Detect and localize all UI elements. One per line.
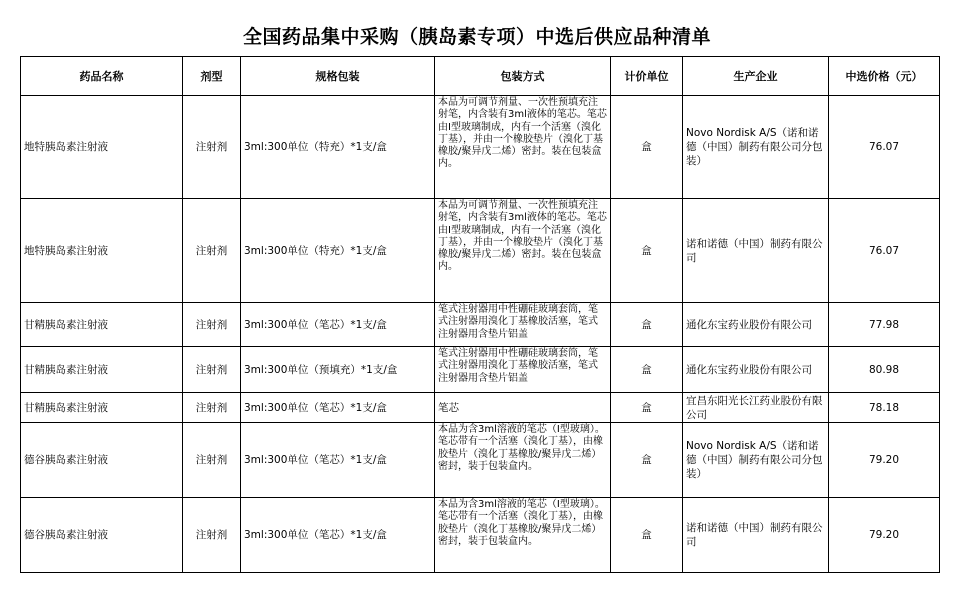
cell-manufacturer: 通化东宝药业股份有限公司 bbox=[683, 303, 829, 347]
cell-packing: 笔芯 bbox=[435, 393, 611, 423]
header-drug-name: 药品名称 bbox=[21, 57, 183, 96]
cell-unit: 盒 bbox=[611, 393, 683, 423]
header-row bbox=[21, 57, 940, 96]
cell-price: 76.07 bbox=[829, 96, 940, 199]
cell-packing: 笔式注射器用中性硼硅玻璃套筒，笔式注射器用溴化丁基橡胶活塞，笔式注射器用含垫片铝盖 bbox=[435, 347, 611, 393]
cell-spec: 3ml:300单位（特充）*1支/盒 bbox=[241, 199, 435, 303]
cell-dosage-form: 注射剂 bbox=[183, 199, 241, 303]
cell-spec: 3ml:300单位（笔芯）*1支/盒 bbox=[241, 303, 435, 347]
cell-unit: 盒 bbox=[611, 199, 683, 303]
supply-list-table bbox=[20, 56, 940, 573]
cell-dosage-form: 注射剂 bbox=[183, 423, 241, 498]
cell-dosage-form: 注射剂 bbox=[183, 393, 241, 423]
table-row bbox=[21, 199, 940, 303]
cell-price: 76.07 bbox=[829, 199, 940, 303]
table-row bbox=[21, 393, 940, 423]
header-packing: 包装方式 bbox=[435, 57, 611, 96]
cell-packing: 本品为含3ml溶液的笔芯（I型玻璃）。笔芯带有一个活塞（溴化丁基），由橡胶垫片（溴化丁基橡胶/聚异戊二烯）密封，装于包装盒内。 bbox=[435, 423, 611, 498]
cell-dosage-form: 注射剂 bbox=[183, 303, 241, 347]
cell-dosage-form: 注射剂 bbox=[183, 347, 241, 393]
cell-drug-name: 甘精胰岛素注射液 bbox=[21, 347, 183, 393]
cell-packing: 本品为含3ml溶液的笔芯（I型玻璃）。笔芯带有一个活塞（溴化丁基），由橡胶垫片（溴化丁基橡胶/聚异戊二烯）密封，装于包装盒内。 bbox=[435, 498, 611, 573]
cell-drug-name: 甘精胰岛素注射液 bbox=[21, 393, 183, 423]
header-price: 中选价格（元） bbox=[829, 57, 940, 96]
header-dosage-form: 剂型 bbox=[183, 57, 241, 96]
table-row bbox=[21, 423, 940, 498]
cell-spec: 3ml:300单位（预填充）*1支/盒 bbox=[241, 347, 435, 393]
cell-drug-name: 德谷胰岛素注射液 bbox=[21, 498, 183, 573]
cell-packing: 本品为可调节剂量、一次性预填充注射笔，内含装有3ml液体的笔芯。笔芯由I型玻璃制成，内有一个活塞（溴化丁基），并由一个橡胶垫片（溴化丁基橡胶/聚异戊二烯）密封。装在包装盒内。 bbox=[435, 96, 611, 199]
table-row bbox=[21, 347, 940, 393]
cell-manufacturer: 诺和诺德（中国）制药有限公司 bbox=[683, 498, 829, 573]
table-row bbox=[21, 303, 940, 347]
cell-unit: 盒 bbox=[611, 423, 683, 498]
cell-unit: 盒 bbox=[611, 498, 683, 573]
table-row bbox=[21, 498, 940, 573]
cell-packing: 笔式注射器用中性硼硅玻璃套筒，笔式注射器用溴化丁基橡胶活塞，笔式注射器用含垫片铝盖 bbox=[435, 303, 611, 347]
cell-drug-name: 甘精胰岛素注射液 bbox=[21, 303, 183, 347]
cell-unit: 盒 bbox=[611, 96, 683, 199]
cell-unit: 盒 bbox=[611, 347, 683, 393]
cell-spec: 3ml:300单位（笔芯）*1支/盒 bbox=[241, 498, 435, 573]
cell-dosage-form: 注射剂 bbox=[183, 498, 241, 573]
cell-manufacturer: Novo Nordisk A/S（诺和诺德（中国）制药有限公司分包装） bbox=[683, 423, 829, 498]
cell-price: 78.18 bbox=[829, 393, 940, 423]
document-title: 全国药品集中采购（胰岛素专项）中选后供应品种清单 bbox=[242, 26, 711, 48]
cell-drug-name: 地特胰岛素注射液 bbox=[21, 96, 183, 199]
cell-manufacturer: Novo Nordisk A/S（诺和诺德（中国）制药有限公司分包装） bbox=[683, 96, 829, 199]
cell-price: 79.20 bbox=[829, 498, 940, 573]
cell-price: 77.98 bbox=[829, 303, 940, 347]
cell-manufacturer: 通化东宝药业股份有限公司 bbox=[683, 347, 829, 393]
cell-spec: 3ml:300单位（特充）*1支/盒 bbox=[241, 96, 435, 199]
header-unit: 计价单位 bbox=[611, 57, 683, 96]
table-row bbox=[21, 96, 940, 199]
cell-price: 80.98 bbox=[829, 347, 940, 393]
cell-drug-name: 地特胰岛素注射液 bbox=[21, 199, 183, 303]
cell-manufacturer: 宜昌东阳光长江药业股份有限公司 bbox=[683, 393, 829, 423]
cell-spec: 3ml:300单位（笔芯）*1支/盒 bbox=[241, 423, 435, 498]
header-spec: 规格包装 bbox=[241, 57, 435, 96]
cell-price: 79.20 bbox=[829, 423, 940, 498]
cell-spec: 3ml:300单位（笔芯）*1支/盒 bbox=[241, 393, 435, 423]
cell-drug-name: 德谷胰岛素注射液 bbox=[21, 423, 183, 498]
cell-packing: 本品为可调节剂量、一次性预填充注射笔，内含装有3ml液体的笔芯。笔芯由I型玻璃制成，内有一个活塞（溴化丁基），并由一个橡胶垫片（溴化丁基橡胶/聚异戊二烯）密封。装在包装盒内。 bbox=[435, 199, 611, 303]
cell-dosage-form: 注射剂 bbox=[183, 96, 241, 199]
header-manufacturer: 生产企业 bbox=[683, 57, 829, 96]
cell-manufacturer: 诺和诺德（中国）制药有限公司 bbox=[683, 199, 829, 303]
cell-unit: 盒 bbox=[611, 303, 683, 347]
